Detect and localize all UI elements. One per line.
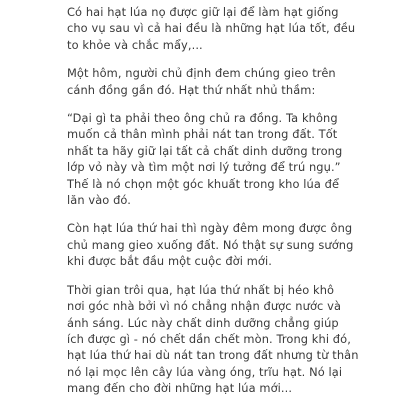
text-line: chủ mang gieo xuống đất. Nó thật sự sung sướng xyxy=(67,237,354,252)
text-line: hạt lúa thứ hai dù nát tan trong đất nhưng từ thân xyxy=(67,348,359,363)
text-line: Có hai hạt lúa nọ được giữ lại để làm hạt giống xyxy=(67,5,339,19)
text-line: Thế là nó chọn một góc khuất trong kho lúa để xyxy=(67,176,340,191)
text-line: to khỏe và chắc mẩy,... xyxy=(67,37,203,52)
story-text xyxy=(67,4,385,400)
text-line: ánh sáng. Lúc này chất dinh dưỡng chẳng giúp xyxy=(67,315,339,330)
text-line: lăn vào đó. xyxy=(67,193,132,208)
text-line: muốn cả thân mình phải nát tan trong đất. Tốt xyxy=(67,127,338,142)
text-line: nơi góc nhà bởi vì nó chẳng nhận được nước và xyxy=(67,299,342,314)
text-line: lớp vỏ này và tìm một nơi lý tưởng để trú ngụ.” xyxy=(67,160,341,175)
text-line: mang đến cho đời những hạt lúa mới... xyxy=(67,381,293,396)
paragraph-1 xyxy=(67,4,385,53)
text-line: nhất ta hãy giữ lại tất cả chất dinh dưỡng trong xyxy=(67,143,343,158)
text-line: Còn hạt lúa thứ hai thì ngày đêm mong được ông xyxy=(67,221,353,236)
text-line: Thời gian trôi qua, hạt lúa thứ nhất bị héo khô xyxy=(67,282,335,297)
text-line: cho vụ sau vì cả hai đều là những hạt lúa tốt, đều xyxy=(67,21,356,36)
paragraph-2 xyxy=(67,65,385,98)
text-line: nó lại mọc lên cây lúa vàng óng, trĩu hạt. Nó lại xyxy=(67,364,343,379)
paragraph-3 xyxy=(67,110,385,208)
text-line: “Dại gì ta phải theo ông chủ ra đồng. Ta không xyxy=(67,111,338,126)
text-line: cánh đồng gần đó. Hạt thứ nhất nhủ thầm: xyxy=(67,82,316,97)
text-line: ích được gì - nó chết dần chết mòn. Trong khi đó, xyxy=(67,331,351,346)
paragraph-4 xyxy=(67,220,385,269)
paragraph-5 xyxy=(67,282,385,397)
text-line: Một hôm, người chủ định đem chúng gieo trên xyxy=(67,66,336,81)
text-line: khi được bắt đầu một cuộc đời mới. xyxy=(67,254,272,269)
